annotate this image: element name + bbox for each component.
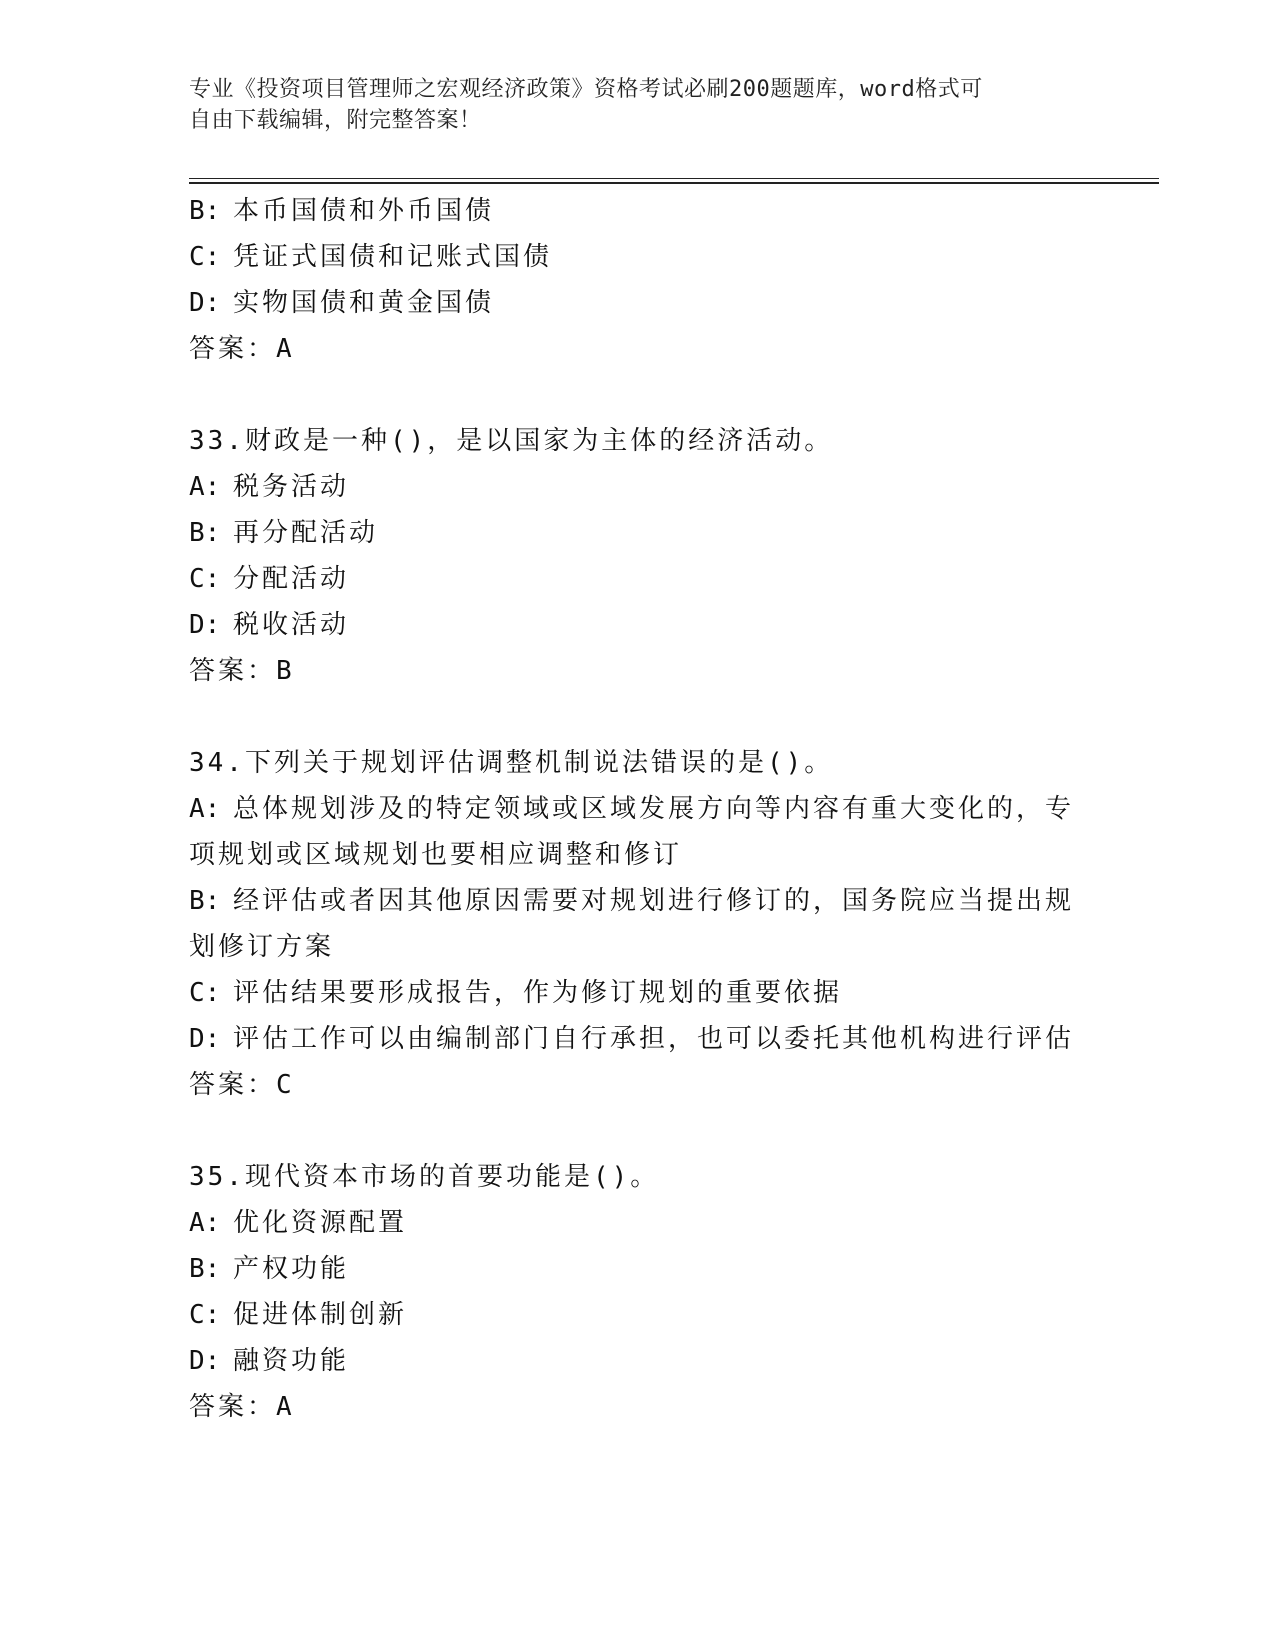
option-text: 促进体制创新 <box>233 1300 408 1330</box>
option-prefix: B: <box>189 886 221 916</box>
option-text: 评估工作可以由编制部门自行承担，也可以委托其他机构进行评估 <box>233 1024 1075 1054</box>
q32-option-b <box>189 188 1089 234</box>
option-prefix: B: <box>189 518 221 548</box>
option-text: 凭证式国债和记账式国债 <box>233 242 553 272</box>
q34-option-a <box>189 786 1089 832</box>
option-prefix: D: <box>189 610 221 640</box>
spacer <box>189 372 1089 418</box>
q32-option-c <box>189 234 1089 280</box>
option-text: 实物国债和黄金国债 <box>233 288 495 318</box>
q35-option-d <box>189 1338 1089 1384</box>
spacer <box>189 694 1089 740</box>
option-text: 优化资源配置 <box>233 1208 408 1238</box>
option-prefix: B: <box>189 1254 221 1284</box>
option-text: 税收活动 <box>233 610 350 640</box>
q33-option-c <box>189 556 1089 602</box>
header-title-line-1: 专业《投资项目管理师之宏观经济政策》资格考试必刷200题题库，word格式可 <box>189 77 983 102</box>
q32-option-d <box>189 280 1089 326</box>
spacer <box>189 1108 1089 1154</box>
option-text: 本币国债和外币国债 <box>233 196 495 226</box>
option-prefix: B: <box>189 196 221 226</box>
question-content <box>189 188 1089 1430</box>
option-text: 融资功能 <box>233 1346 350 1376</box>
option-text: 评估结果要形成报告，作为修订规划的重要依据 <box>233 978 843 1008</box>
document-header <box>189 74 1089 136</box>
header-divider-thick <box>189 182 1159 184</box>
option-text: 分配活动 <box>233 564 350 594</box>
q34-option-c <box>189 970 1089 1016</box>
option-text: 税务活动 <box>233 472 350 502</box>
header-divider-thin <box>189 178 1159 179</box>
option-prefix: C: <box>189 564 221 594</box>
option-prefix: A: <box>189 472 221 502</box>
option-text: 总体规划涉及的特定领域或区域发展方向等内容有重大变化的，专 <box>233 794 1075 824</box>
option-prefix: C: <box>189 978 221 1008</box>
q33-option-a <box>189 464 1089 510</box>
q34-question: 34.下列关于规划评估调整机制说法错误的是()。 <box>189 748 834 778</box>
q33-answer: 答案：B <box>189 656 295 686</box>
option-text: 经评估或者因其他原因需要对规划进行修订的，国务院应当提出规 <box>233 886 1075 916</box>
q35-answer: 答案：A <box>189 1392 295 1422</box>
option-text: 再分配活动 <box>233 518 379 548</box>
q34-option-a-continuation: 项规划或区域规划也要相应调整和修订 <box>189 840 683 870</box>
q35-option-a <box>189 1200 1089 1246</box>
option-text: 产权功能 <box>233 1254 350 1284</box>
q33-question: 33.财政是一种()，是以国家为主体的经济活动。 <box>189 426 834 456</box>
option-prefix: A: <box>189 1208 221 1238</box>
q34-option-b <box>189 878 1089 924</box>
option-prefix: D: <box>189 1024 221 1054</box>
q35-option-c <box>189 1292 1089 1338</box>
option-prefix: D: <box>189 288 221 318</box>
option-prefix: C: <box>189 242 221 272</box>
option-prefix: A: <box>189 794 221 824</box>
q33-option-d <box>189 602 1089 648</box>
q34-option-d <box>189 1016 1089 1062</box>
q34-answer: 答案：C <box>189 1070 295 1100</box>
option-prefix: D: <box>189 1346 221 1376</box>
header-title-line-2: 自由下载编辑，附完整答案！ <box>189 108 482 133</box>
option-prefix: C: <box>189 1300 221 1330</box>
q33-option-b <box>189 510 1089 556</box>
q35-question: 35.现代资本市场的首要功能是()。 <box>189 1162 660 1192</box>
q32-answer: 答案：A <box>189 334 295 364</box>
q34-option-b-continuation: 划修订方案 <box>189 932 335 962</box>
q35-option-b <box>189 1246 1089 1292</box>
